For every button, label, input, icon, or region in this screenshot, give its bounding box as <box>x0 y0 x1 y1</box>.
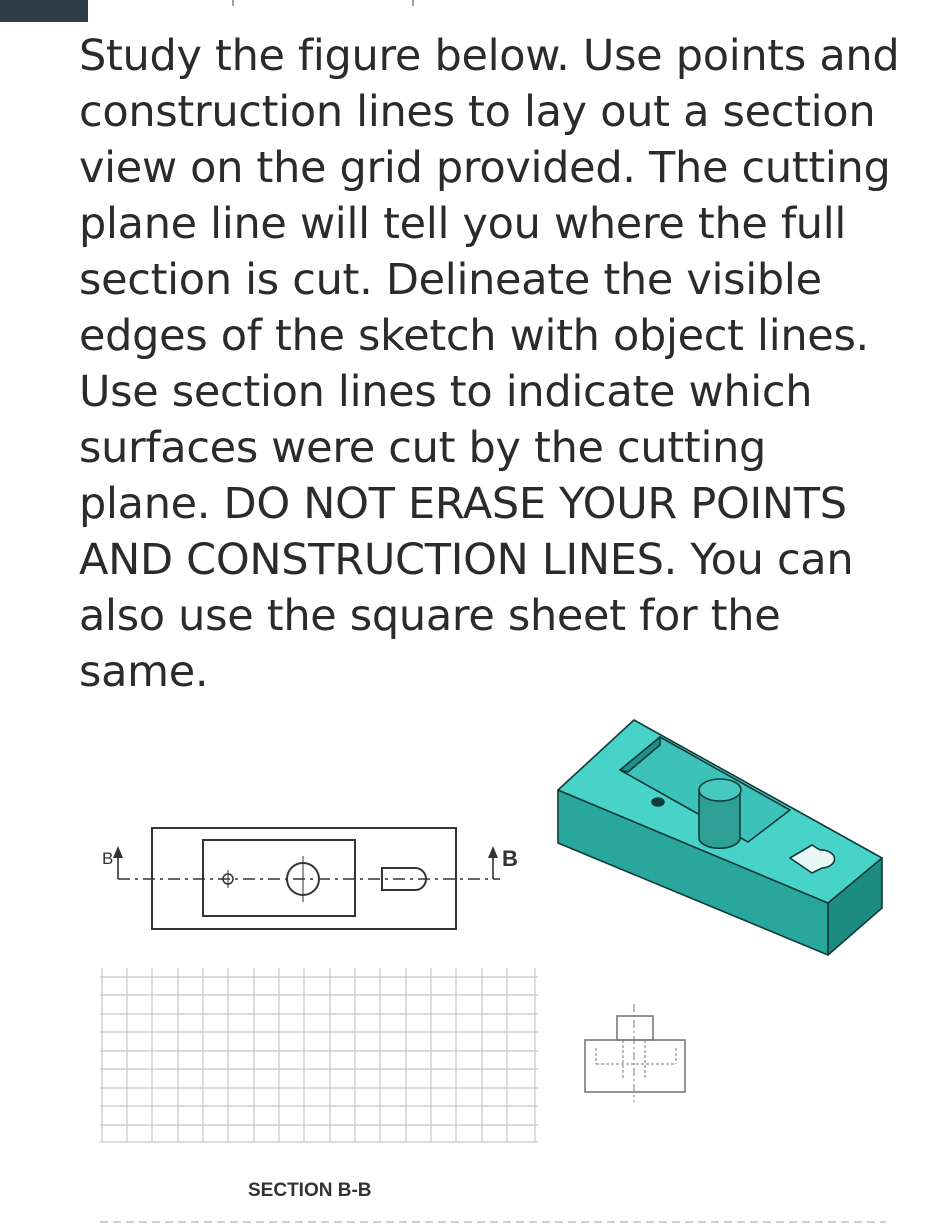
cutting-plane-label-left: B <box>102 849 114 868</box>
section-grid <box>100 968 538 1142</box>
section-caption: SECTION B-B <box>248 1180 372 1201</box>
instructions-text: Study the figure below. Use points and construction lines to lay out a section view on the grid provided. The cutting plane line will tell you where the full section is cut. Delineate the visible edges of the sketch with object lines. Use section lines to indicate which surfaces were cut by the cutting plane. DO NOT ERASE YOUR POINTS AND CONSTRUCTION LINES. You can also use the square sheet for the same. <box>79 31 900 697</box>
top-view-drawing <box>113 828 500 929</box>
reference-view <box>585 1004 685 1102</box>
header-tab <box>0 0 88 22</box>
drawing-figure <box>0 680 926 1227</box>
cutting-plane-label-right: B <box>502 846 518 871</box>
isometric-block <box>558 720 882 955</box>
